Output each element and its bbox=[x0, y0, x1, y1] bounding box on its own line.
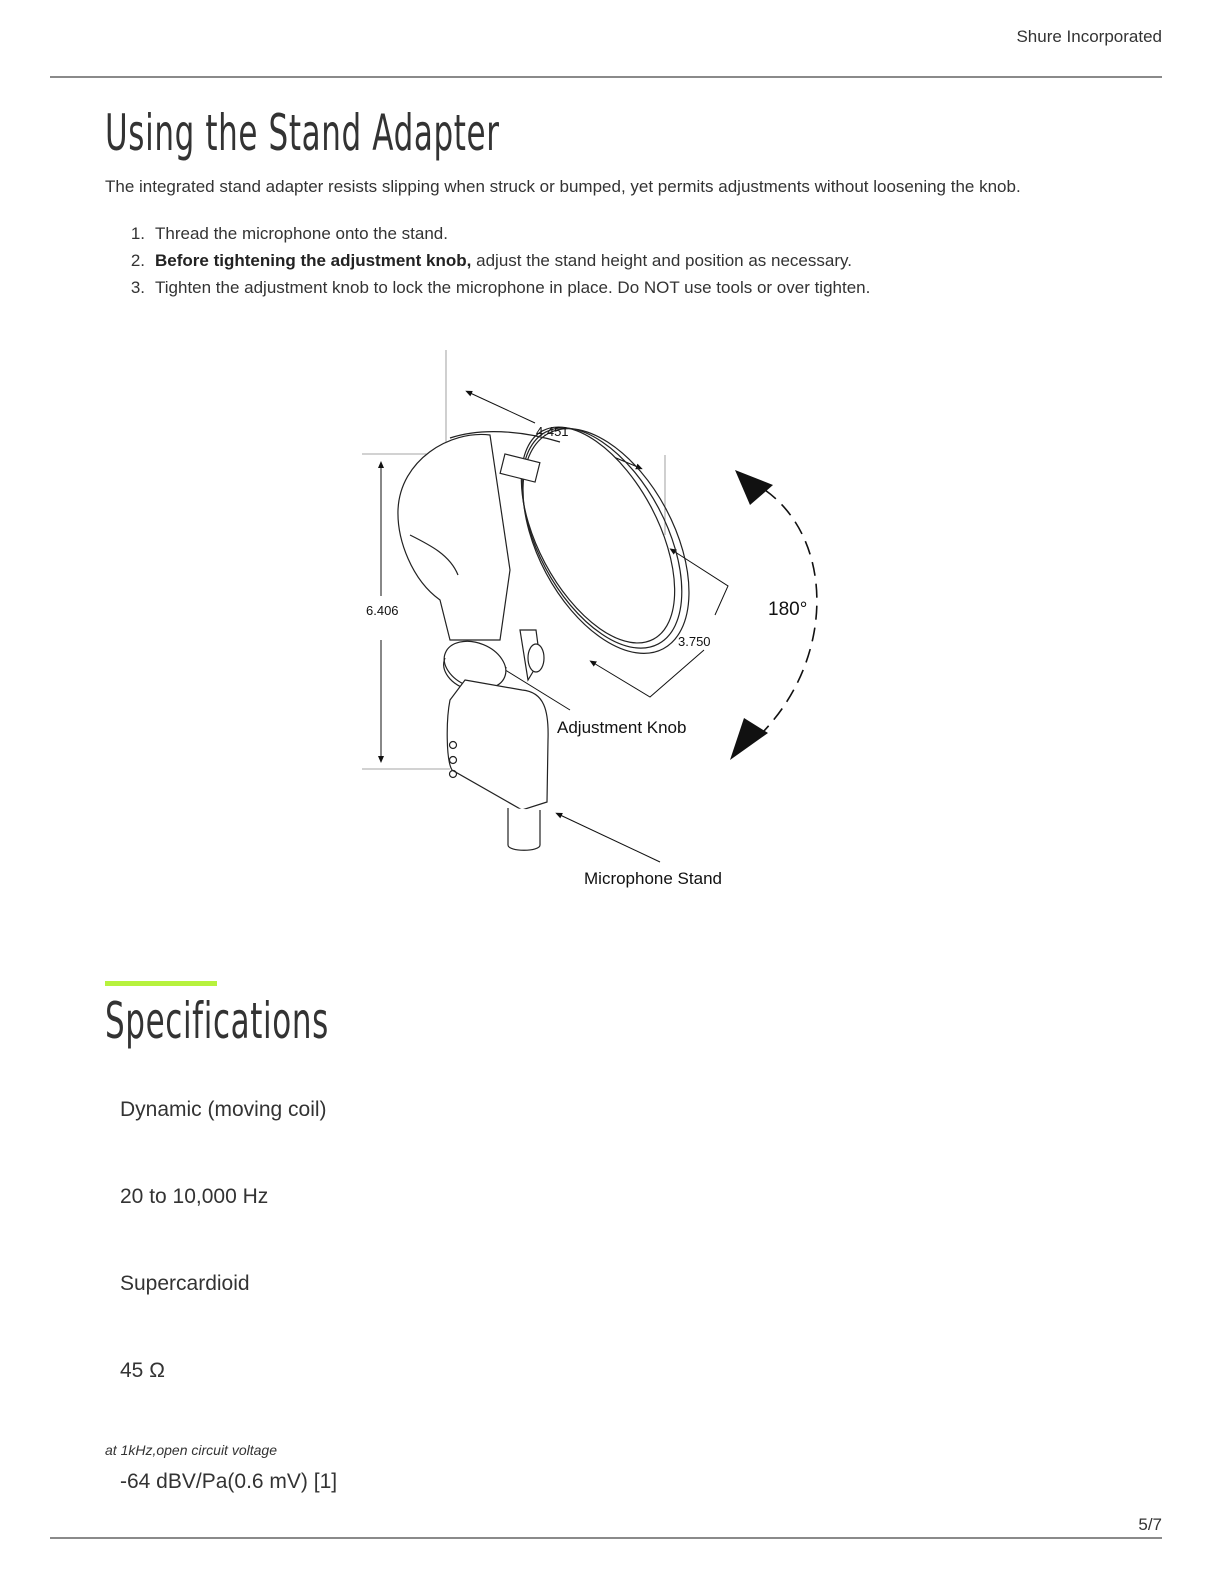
step-item bbox=[105, 220, 870, 247]
step-number: 2. bbox=[130, 250, 145, 270]
rotation-angle-label: 180° bbox=[768, 599, 808, 620]
spec-sensitivity: -64 dBV/Pa(0.6 mV) [1] bbox=[120, 1470, 338, 1493]
spec-sensitivity-note: at 1kHz,open circuit voltage bbox=[105, 1442, 277, 1458]
stand-adapter-intro: The integrated stand adapter resists slipping when struck or bumped, yet permits adjustments without loosening the knob. bbox=[105, 177, 1021, 196]
step-text-rest: adjust the stand height and position as necessary. bbox=[471, 250, 852, 270]
step-bold-text: Before tightening the adjustment knob, bbox=[155, 250, 472, 270]
footer-divider bbox=[50, 1537, 1162, 1539]
adjustment-knob-label: Adjustment Knob bbox=[557, 718, 687, 737]
steps-list bbox=[105, 220, 870, 301]
dimension-diameter-label: 3.750 bbox=[678, 634, 711, 649]
step-number: 3. bbox=[130, 277, 145, 297]
microphone-stand-label: Microphone Stand bbox=[584, 869, 722, 888]
microphone-diagram bbox=[340, 340, 850, 900]
header-divider bbox=[50, 76, 1162, 78]
section-accent-bar bbox=[105, 981, 217, 986]
step-text bbox=[155, 251, 852, 271]
step-text: Tighten the adjustment knob to lock the microphone in place. Do NOT use tools or over tighten. bbox=[155, 277, 871, 297]
spec-frequency-response: 20 to 10,000 Hz bbox=[120, 1185, 269, 1208]
company-name: Shure Incorporated bbox=[1016, 27, 1162, 46]
dimension-length-label: 4.451 bbox=[536, 424, 569, 439]
step-item bbox=[105, 247, 870, 274]
step-item bbox=[105, 274, 870, 301]
step-number: 1. bbox=[130, 223, 145, 243]
spec-impedance: 45 Ω bbox=[120, 1359, 165, 1382]
step-text: Thread the microphone onto the stand. bbox=[155, 223, 448, 243]
microphone-drawing bbox=[340, 340, 850, 900]
dimension-height-label: 6.406 bbox=[366, 603, 399, 618]
spec-polar-pattern: Supercardioid bbox=[120, 1272, 250, 1295]
page-number: 5/7 bbox=[1138, 1515, 1162, 1534]
spec-cartridge-type: Dynamic (moving coil) bbox=[120, 1098, 327, 1121]
section-title-stand-adapter: Using the Stand Adapter bbox=[105, 104, 500, 162]
section-title-specifications: Specifications bbox=[105, 992, 329, 1050]
